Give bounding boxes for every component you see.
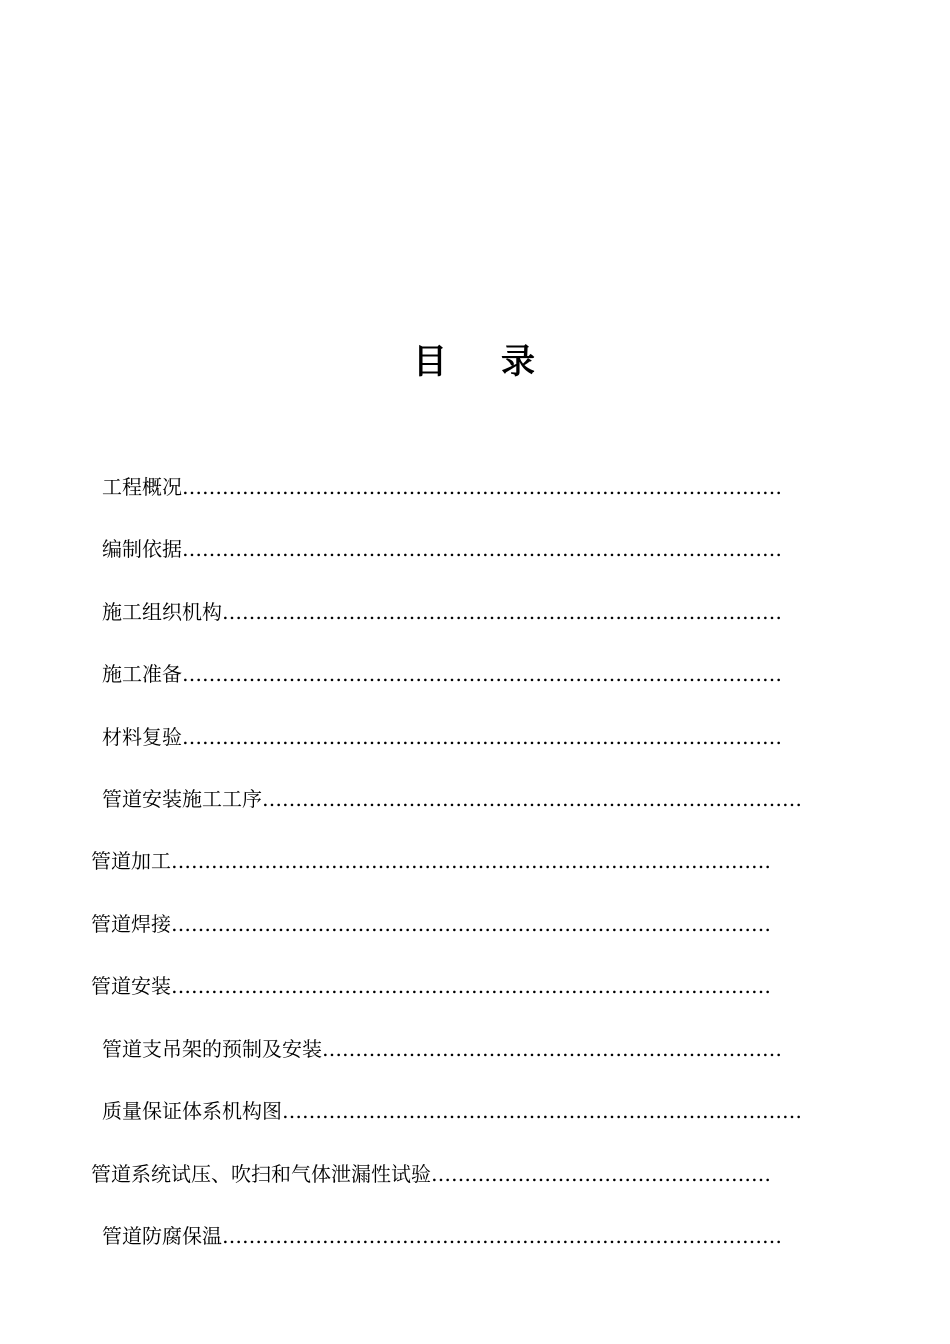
toc-entry-label: 管道加工 bbox=[91, 849, 171, 873]
toc-entry[interactable] bbox=[102, 721, 782, 753]
toc-entry[interactable] bbox=[91, 845, 771, 877]
toc-entry-label: 管道防腐保温 bbox=[102, 1224, 222, 1248]
toc-entry-leader: …………………………………………… bbox=[431, 1162, 771, 1186]
toc-entry[interactable] bbox=[102, 471, 782, 503]
toc-entry-label: 施工组织机构 bbox=[102, 600, 222, 624]
toc-entry[interactable] bbox=[102, 658, 782, 690]
toc-entry[interactable] bbox=[91, 908, 771, 940]
toc-title-char-1: 目 bbox=[413, 342, 449, 382]
toc-entry-leader: …………………………………………………………………… bbox=[282, 1099, 802, 1123]
toc-entry-label: 工程概况 bbox=[102, 475, 182, 499]
toc-entry-label: 材料复验 bbox=[102, 725, 182, 749]
toc-entry-label: 管道系统试压、吹扫和气体泄漏性试验 bbox=[91, 1162, 431, 1186]
toc-entry-label: 管道焊接 bbox=[91, 912, 171, 936]
toc-entry[interactable] bbox=[91, 1158, 771, 1190]
toc-entry[interactable] bbox=[102, 1220, 782, 1252]
toc-entry-leader: …………………………………………………………… bbox=[322, 1037, 782, 1061]
toc-entry[interactable] bbox=[102, 1033, 782, 1065]
toc-entry-label: 施工准备 bbox=[102, 662, 182, 686]
toc-entry-leader: ……………………………………………………………………………… bbox=[171, 849, 771, 873]
toc-entry-label: 编制依据 bbox=[102, 537, 182, 561]
toc-entry[interactable] bbox=[102, 533, 782, 565]
toc-entry-leader: ……………………………………………………………………………… bbox=[182, 475, 782, 499]
toc-entry-label: 管道安装 bbox=[91, 974, 171, 998]
toc-entry-leader: ……………………………………………………………………………… bbox=[171, 912, 771, 936]
toc-entry[interactable] bbox=[91, 970, 771, 1002]
toc-entry-label: 管道安装施工工序 bbox=[102, 787, 262, 811]
toc-entry[interactable] bbox=[102, 783, 802, 815]
toc-entry-label: 质量保证体系机构图 bbox=[102, 1099, 282, 1123]
toc-entry-leader: ……………………………………………………………………………… bbox=[182, 725, 782, 749]
toc-entry-leader: ……………………………………………………………………………… bbox=[182, 662, 782, 686]
toc-entry-leader: ………………………………………………………………………… bbox=[222, 600, 782, 624]
toc-entry-label: 管道支吊架的预制及安装 bbox=[102, 1037, 322, 1061]
toc-entry-leader: ………………………………………………………………………… bbox=[222, 1224, 782, 1248]
toc-entry[interactable] bbox=[102, 1095, 802, 1127]
toc-entry-leader: ……………………………………………………………………………… bbox=[171, 974, 771, 998]
toc-entry-leader: ……………………………………………………………………… bbox=[262, 787, 802, 811]
toc-entry-leader: ……………………………………………………………………………… bbox=[182, 537, 782, 561]
toc-title-char-2: 录 bbox=[501, 342, 537, 382]
toc-entry[interactable] bbox=[102, 596, 782, 628]
